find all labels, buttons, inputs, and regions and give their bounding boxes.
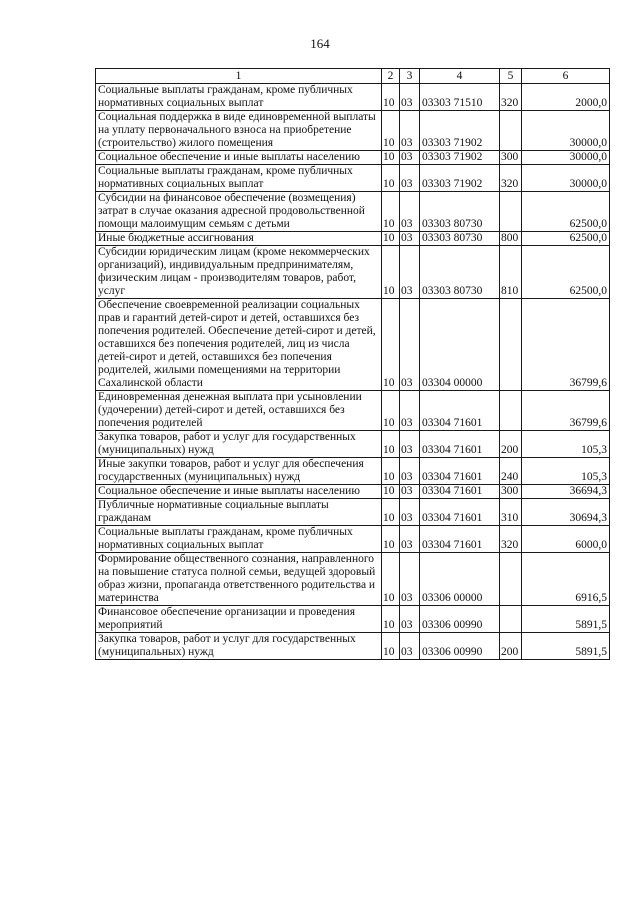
cell-amount: 62500,0 [522, 192, 610, 232]
cell-section: 10 [382, 553, 400, 606]
cell-subsection: 03 [400, 526, 420, 553]
table-row [96, 458, 610, 485]
cell-section: 10 [382, 458, 400, 485]
cell-target-article: 03303 71510 [420, 84, 500, 111]
cell-amount: 5891,5 [522, 633, 610, 660]
cell-target-article: 03304 71601 [420, 391, 500, 431]
cell-target-article: 03303 80730 [420, 192, 500, 232]
cell-subsection: 03 [400, 391, 420, 431]
cell-amount: 5891,5 [522, 606, 610, 633]
cell-expense-type: 310 [500, 499, 522, 526]
cell-subsection: 03 [400, 84, 420, 111]
cell-section: 10 [382, 299, 400, 391]
cell-name: Единовременная денежная выплата при усыновлении (удочерении) детей-сирот и детей, оставшихся без попечения родителей [96, 391, 382, 431]
cell-subsection: 03 [400, 151, 420, 165]
cell-target-article: 03303 80730 [420, 232, 500, 246]
cell-target-article: 03304 71601 [420, 499, 500, 526]
cell-section: 10 [382, 485, 400, 499]
cell-subsection: 03 [400, 232, 420, 246]
table-body [96, 84, 610, 660]
cell-name: Обеспечение своевременной реализации социальных прав и гарантий детей-сирот и детей, оставшихся без попечения родителей. Обеспечение детей-сирот и детей, оставшихся без попечения родителей, лиц из числа детей-сирот и детей, оставшихся без попечения родителей, жилыми помещениями на территории Сахалинской области [96, 299, 382, 391]
cell-expense-type: 240 [500, 458, 522, 485]
table-header-row [96, 69, 610, 84]
cell-name: Социальная поддержка в виде единовременной выплаты на уплату первоначального взноса на приобретение (строительство) жилого помещения [96, 111, 382, 151]
cell-expense-type: 320 [500, 84, 522, 111]
table-row [96, 606, 610, 633]
cell-section: 10 [382, 246, 400, 299]
cell-section: 10 [382, 151, 400, 165]
cell-section: 10 [382, 232, 400, 246]
cell-section: 10 [382, 165, 400, 192]
table-row [96, 633, 610, 660]
budget-table [95, 68, 610, 660]
cell-name: Социальные выплаты гражданам, кроме публичных нормативных социальных выплат [96, 84, 382, 111]
table-row [96, 246, 610, 299]
table-row [96, 299, 610, 391]
header-col-2: 2 [382, 69, 400, 84]
cell-section: 10 [382, 84, 400, 111]
cell-target-article: 03303 71902 [420, 111, 500, 151]
cell-expense-type [500, 192, 522, 232]
cell-name: Социальные выплаты гражданам, кроме публичных нормативных социальных выплат [96, 526, 382, 553]
cell-subsection: 03 [400, 299, 420, 391]
cell-name: Публичные нормативные социальные выплаты гражданам [96, 499, 382, 526]
cell-subsection: 03 [400, 111, 420, 151]
cell-name: Финансовое обеспечение организации и проведения мероприятий [96, 606, 382, 633]
cell-section: 10 [382, 633, 400, 660]
cell-target-article: 03306 00000 [420, 553, 500, 606]
cell-amount: 6000,0 [522, 526, 610, 553]
cell-amount: 36799,6 [522, 299, 610, 391]
table-row [96, 391, 610, 431]
cell-amount: 105,3 [522, 458, 610, 485]
cell-target-article: 03304 00000 [420, 299, 500, 391]
cell-amount: 36694,3 [522, 485, 610, 499]
cell-expense-type: 810 [500, 246, 522, 299]
cell-target-article: 03304 71601 [420, 431, 500, 458]
header-col-3: 3 [400, 69, 420, 84]
table-row [96, 431, 610, 458]
cell-name: Иные закупки товаров, работ и услуг для обеспечения государственных (муниципальных) нужд [96, 458, 382, 485]
cell-name: Закупка товаров, работ и услуг для государственных (муниципальных) нужд [96, 431, 382, 458]
table-row [96, 192, 610, 232]
cell-subsection: 03 [400, 458, 420, 485]
cell-name: Иные бюджетные ассигнования [96, 232, 382, 246]
header-col-1: 1 [96, 69, 382, 84]
cell-amount: 30000,0 [522, 151, 610, 165]
cell-amount: 62500,0 [522, 246, 610, 299]
cell-target-article: 03303 71902 [420, 165, 500, 192]
table-row [96, 553, 610, 606]
cell-subsection: 03 [400, 246, 420, 299]
cell-section: 10 [382, 526, 400, 553]
cell-amount: 30694,3 [522, 499, 610, 526]
cell-name: Социальное обеспечение и иные выплаты населению [96, 485, 382, 499]
cell-amount: 30000,0 [522, 111, 610, 151]
table-row [96, 84, 610, 111]
cell-section: 10 [382, 431, 400, 458]
cell-expense-type: 800 [500, 232, 522, 246]
cell-expense-type [500, 391, 522, 431]
cell-name: Субсидии юридическим лицам (кроме некоммерческих организаций), индивидуальным предпринимателям, физическим лицам - производителям товаров, работ, услуг [96, 246, 382, 299]
cell-expense-type [500, 111, 522, 151]
cell-subsection: 03 [400, 633, 420, 660]
cell-name: Закупка товаров, работ и услуг для государственных (муниципальных) нужд [96, 633, 382, 660]
cell-section: 10 [382, 499, 400, 526]
cell-subsection: 03 [400, 485, 420, 499]
cell-subsection: 03 [400, 553, 420, 606]
cell-target-article: 03304 71601 [420, 526, 500, 553]
table-row [96, 232, 610, 246]
cell-expense-type: 300 [500, 485, 522, 499]
cell-target-article: 03304 71601 [420, 485, 500, 499]
cell-section: 10 [382, 192, 400, 232]
table-row [96, 111, 610, 151]
header-col-4: 4 [420, 69, 500, 84]
cell-expense-type: 300 [500, 151, 522, 165]
cell-amount: 30000,0 [522, 165, 610, 192]
cell-amount: 6916,5 [522, 553, 610, 606]
page-number: 164 [310, 36, 330, 51]
cell-amount: 62500,0 [522, 232, 610, 246]
cell-expense-type [500, 299, 522, 391]
cell-target-article: 03304 71601 [420, 458, 500, 485]
cell-target-article: 03306 00990 [420, 633, 500, 660]
table-row [96, 526, 610, 553]
cell-expense-type: 200 [500, 633, 522, 660]
cell-expense-type: 320 [500, 526, 522, 553]
table-row [96, 165, 610, 192]
cell-target-article: 03303 80730 [420, 246, 500, 299]
table-row [96, 499, 610, 526]
cell-expense-type: 200 [500, 431, 522, 458]
cell-expense-type [500, 553, 522, 606]
cell-name: Формирование общественного сознания, направленного на повышение статуса полной семьи, ведущей здоровый образ жизни, пропаганда ответственного родительства и материнства [96, 553, 382, 606]
header-col-5: 5 [500, 69, 522, 84]
cell-amount: 2000,0 [522, 84, 610, 111]
cell-subsection: 03 [400, 431, 420, 458]
cell-expense-type: 320 [500, 165, 522, 192]
cell-section: 10 [382, 111, 400, 151]
cell-name: Социальные выплаты гражданам, кроме публичных нормативных социальных выплат [96, 165, 382, 192]
cell-name: Социальное обеспечение и иные выплаты населению [96, 151, 382, 165]
table-row [96, 151, 610, 165]
cell-subsection: 03 [400, 499, 420, 526]
cell-subsection: 03 [400, 192, 420, 232]
header-col-6: 6 [522, 69, 610, 84]
cell-expense-type [500, 606, 522, 633]
cell-subsection: 03 [400, 165, 420, 192]
cell-section: 10 [382, 391, 400, 431]
cell-section: 10 [382, 606, 400, 633]
cell-name: Субсидии на финансовое обеспечение (возмещения) затрат в случае оказания адресной продовольственной помощи малоимущим семьям с детьми [96, 192, 382, 232]
table-row [96, 485, 610, 499]
cell-target-article: 03306 00990 [420, 606, 500, 633]
cell-subsection: 03 [400, 606, 420, 633]
cell-amount: 36799,6 [522, 391, 610, 431]
cell-target-article: 03303 71902 [420, 151, 500, 165]
cell-amount: 105,3 [522, 431, 610, 458]
